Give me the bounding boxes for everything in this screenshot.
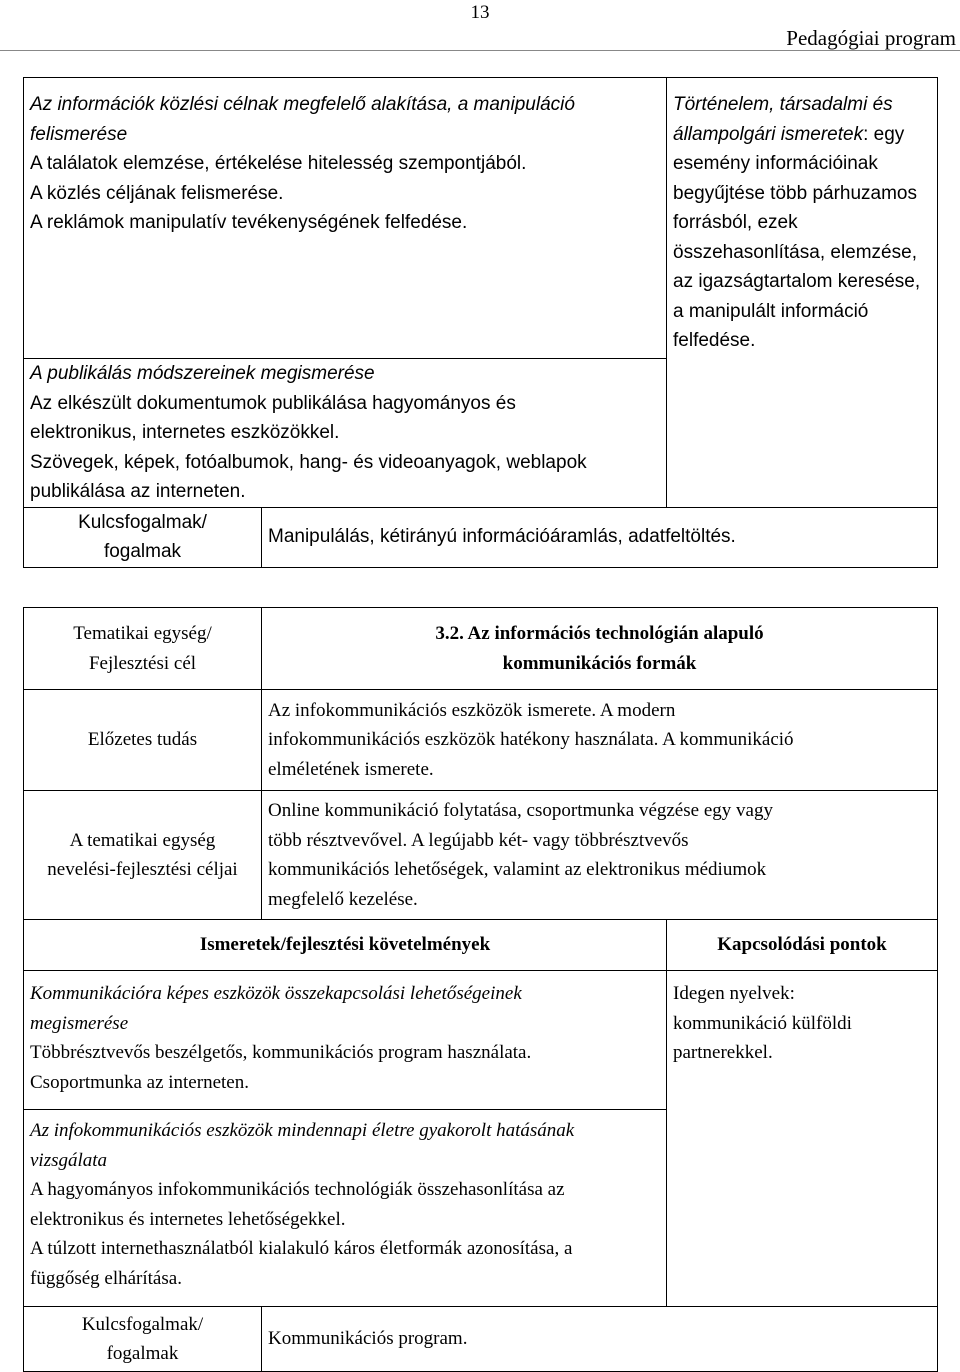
prior-line: Az infokommunikációs eszközök ismerete. A modern bbox=[268, 699, 676, 721]
unit-label-line-2: Fejlesztési cél bbox=[88, 652, 197, 674]
upper-block-1-line: A találatok elemzése, értékelése hitelesség szempontjából. bbox=[30, 153, 527, 174]
key-label-line-1: Kulcsfogalmak/ bbox=[78, 511, 207, 533]
lower-key-label-line-2: fogalmak bbox=[106, 1343, 179, 1364]
prior-knowledge-value bbox=[262, 690, 938, 791]
lower-key-label bbox=[24, 1307, 262, 1372]
page-number: 13 bbox=[470, 2, 490, 23]
connection-line: begyűjtése több párhuzamos bbox=[673, 182, 917, 204]
header-divider bbox=[0, 50, 960, 51]
prior-label-text: Előzetes tudás bbox=[87, 729, 198, 751]
goals-label bbox=[24, 791, 262, 920]
unit-title-cell bbox=[262, 608, 938, 690]
prior-knowledge-label bbox=[24, 690, 262, 791]
lower-block-2-line: elektronikus és internetes lehetőségekkel. bbox=[30, 1208, 346, 1230]
lower-block-2-line: A hagyományos infokommunikációs technológiák összehasonlítása az bbox=[30, 1179, 565, 1200]
lower-block-2-title-line-1: Az infokommunikációs eszközök mindennapi életre gyakorolt hatásának bbox=[30, 1120, 575, 1141]
lower-block-1-line: Csoportmunka az interneten. bbox=[30, 1071, 249, 1093]
lower-connection-line: partnerekkel. bbox=[673, 1042, 773, 1063]
upper-block-2 bbox=[24, 359, 667, 508]
upper-block-1 bbox=[24, 78, 667, 359]
goals-line: Online kommunikáció folytatása, csoportmunka végzése egy vagy bbox=[268, 800, 773, 821]
goals-value bbox=[262, 791, 938, 920]
upper-block-2-line: elektronikus, internetes eszközökkel. bbox=[30, 422, 340, 443]
goals-line: kommunikációs lehetőségek, valamint az elektronikus médiumok bbox=[268, 859, 767, 880]
upper-key-value bbox=[262, 507, 938, 567]
upper-key-label bbox=[24, 507, 262, 567]
upper-table bbox=[23, 77, 938, 568]
lower-key-label-line-1: Kulcsfogalmak/ bbox=[81, 1313, 204, 1335]
prior-line: elméletének ismerete. bbox=[268, 758, 434, 780]
lower-table bbox=[23, 607, 938, 1372]
goals-line: több résztvevővel. A legújabb két- vagy többrésztvevős bbox=[268, 829, 689, 851]
connections-header bbox=[667, 920, 938, 971]
lower-key-value bbox=[262, 1307, 938, 1372]
lower-block-2-title-line-2: vizsgálata bbox=[30, 1149, 108, 1171]
lower-block-1 bbox=[24, 971, 667, 1110]
lower-block-2-line: függőség elhárítása. bbox=[30, 1267, 182, 1289]
upper-connection-cell bbox=[667, 78, 938, 508]
connection-line: az igazságtartalom keresése, bbox=[673, 271, 921, 292]
key-value-text: Manipulálás, kétirányú információáramlás, adatfeltöltés. bbox=[268, 526, 736, 548]
connection-line: esemény információinak bbox=[673, 153, 878, 174]
upper-block-1-title-line-1: Az információk közlési célnak megfelelő alakítása, a manipuláció bbox=[30, 94, 575, 115]
lower-connection-line: Idegen nyelvek: bbox=[673, 983, 795, 1004]
unit-title-line-2: kommunikációs formák bbox=[502, 652, 697, 674]
upper-block-2-line: Szövegek, képek, fotóalbumok, hang- és videoanyagok, weblapok bbox=[30, 451, 587, 473]
connection-line: a manipulált információ bbox=[673, 300, 869, 322]
lower-key-value-text: Kommunikációs program. bbox=[268, 1328, 468, 1350]
unit-title-line-1: 3.2. Az információs technológián alapuló bbox=[435, 623, 764, 644]
connection-line: összehasonlítása, elemzése, bbox=[673, 241, 917, 263]
lower-block-2 bbox=[24, 1110, 667, 1307]
connection-line: forrásból, ezek bbox=[673, 212, 798, 233]
connection-line: felfedése. bbox=[673, 330, 756, 351]
connection-rest-first: : egy bbox=[863, 123, 905, 145]
goals-line: megfelelő kezelése. bbox=[268, 888, 418, 910]
connection-subject-line-2: állampolgári ismeretek bbox=[673, 123, 864, 145]
lower-block-1-title-line-2: megismerése bbox=[30, 1012, 129, 1034]
prior-line: infokommunikációs eszközök hatékony használata. A kommunikáció bbox=[268, 729, 794, 751]
upper-block-1-line: A közlés céljának felismerése. bbox=[30, 182, 284, 204]
connections-header-text: Kapcsolódási pontok bbox=[717, 934, 887, 956]
lower-connection-cell bbox=[667, 971, 938, 1307]
goals-label-line-1: A tematikai egység bbox=[69, 829, 216, 851]
lower-block-2-line: A túlzott internethasználatból kialakuló káros életformák azonosítása, a bbox=[30, 1238, 573, 1259]
requirements-header-text: Ismeretek/fejlesztési követelmények bbox=[199, 934, 491, 956]
goals-label-line-2: nevelési-fejlesztési céljai bbox=[47, 859, 238, 880]
upper-block-2-line: publikálása az interneten. bbox=[30, 481, 246, 502]
upper-block-2-title: A publikálás módszereinek megismerése bbox=[30, 363, 375, 384]
upper-block-2-line: Az elkészült dokumentumok publikálása hagyományos és bbox=[30, 392, 516, 414]
lower-block-1-title-line-1: Kommunikációra képes eszközök összekapcsolási lehetőségeinek bbox=[30, 983, 522, 1004]
connection-subject-line-1: Történelem, társadalmi és bbox=[673, 94, 893, 115]
upper-block-1-title-line-2: felismerése bbox=[30, 123, 128, 145]
upper-block-1-line: A reklámok manipulatív tevékenységének felfedése. bbox=[30, 212, 468, 233]
unit-label-cell bbox=[24, 608, 262, 690]
key-label-line-2: fogalmak bbox=[103, 541, 182, 562]
lower-connection-line: kommunikáció külföldi bbox=[673, 1012, 852, 1034]
unit-label-line-1: Tematikai egység/ bbox=[73, 623, 212, 644]
requirements-header bbox=[24, 920, 667, 971]
lower-block-1-line: Többrésztvevős beszélgetős, kommunikációs program használata. bbox=[30, 1042, 532, 1063]
document-title: Pedagógiai program bbox=[786, 26, 956, 50]
